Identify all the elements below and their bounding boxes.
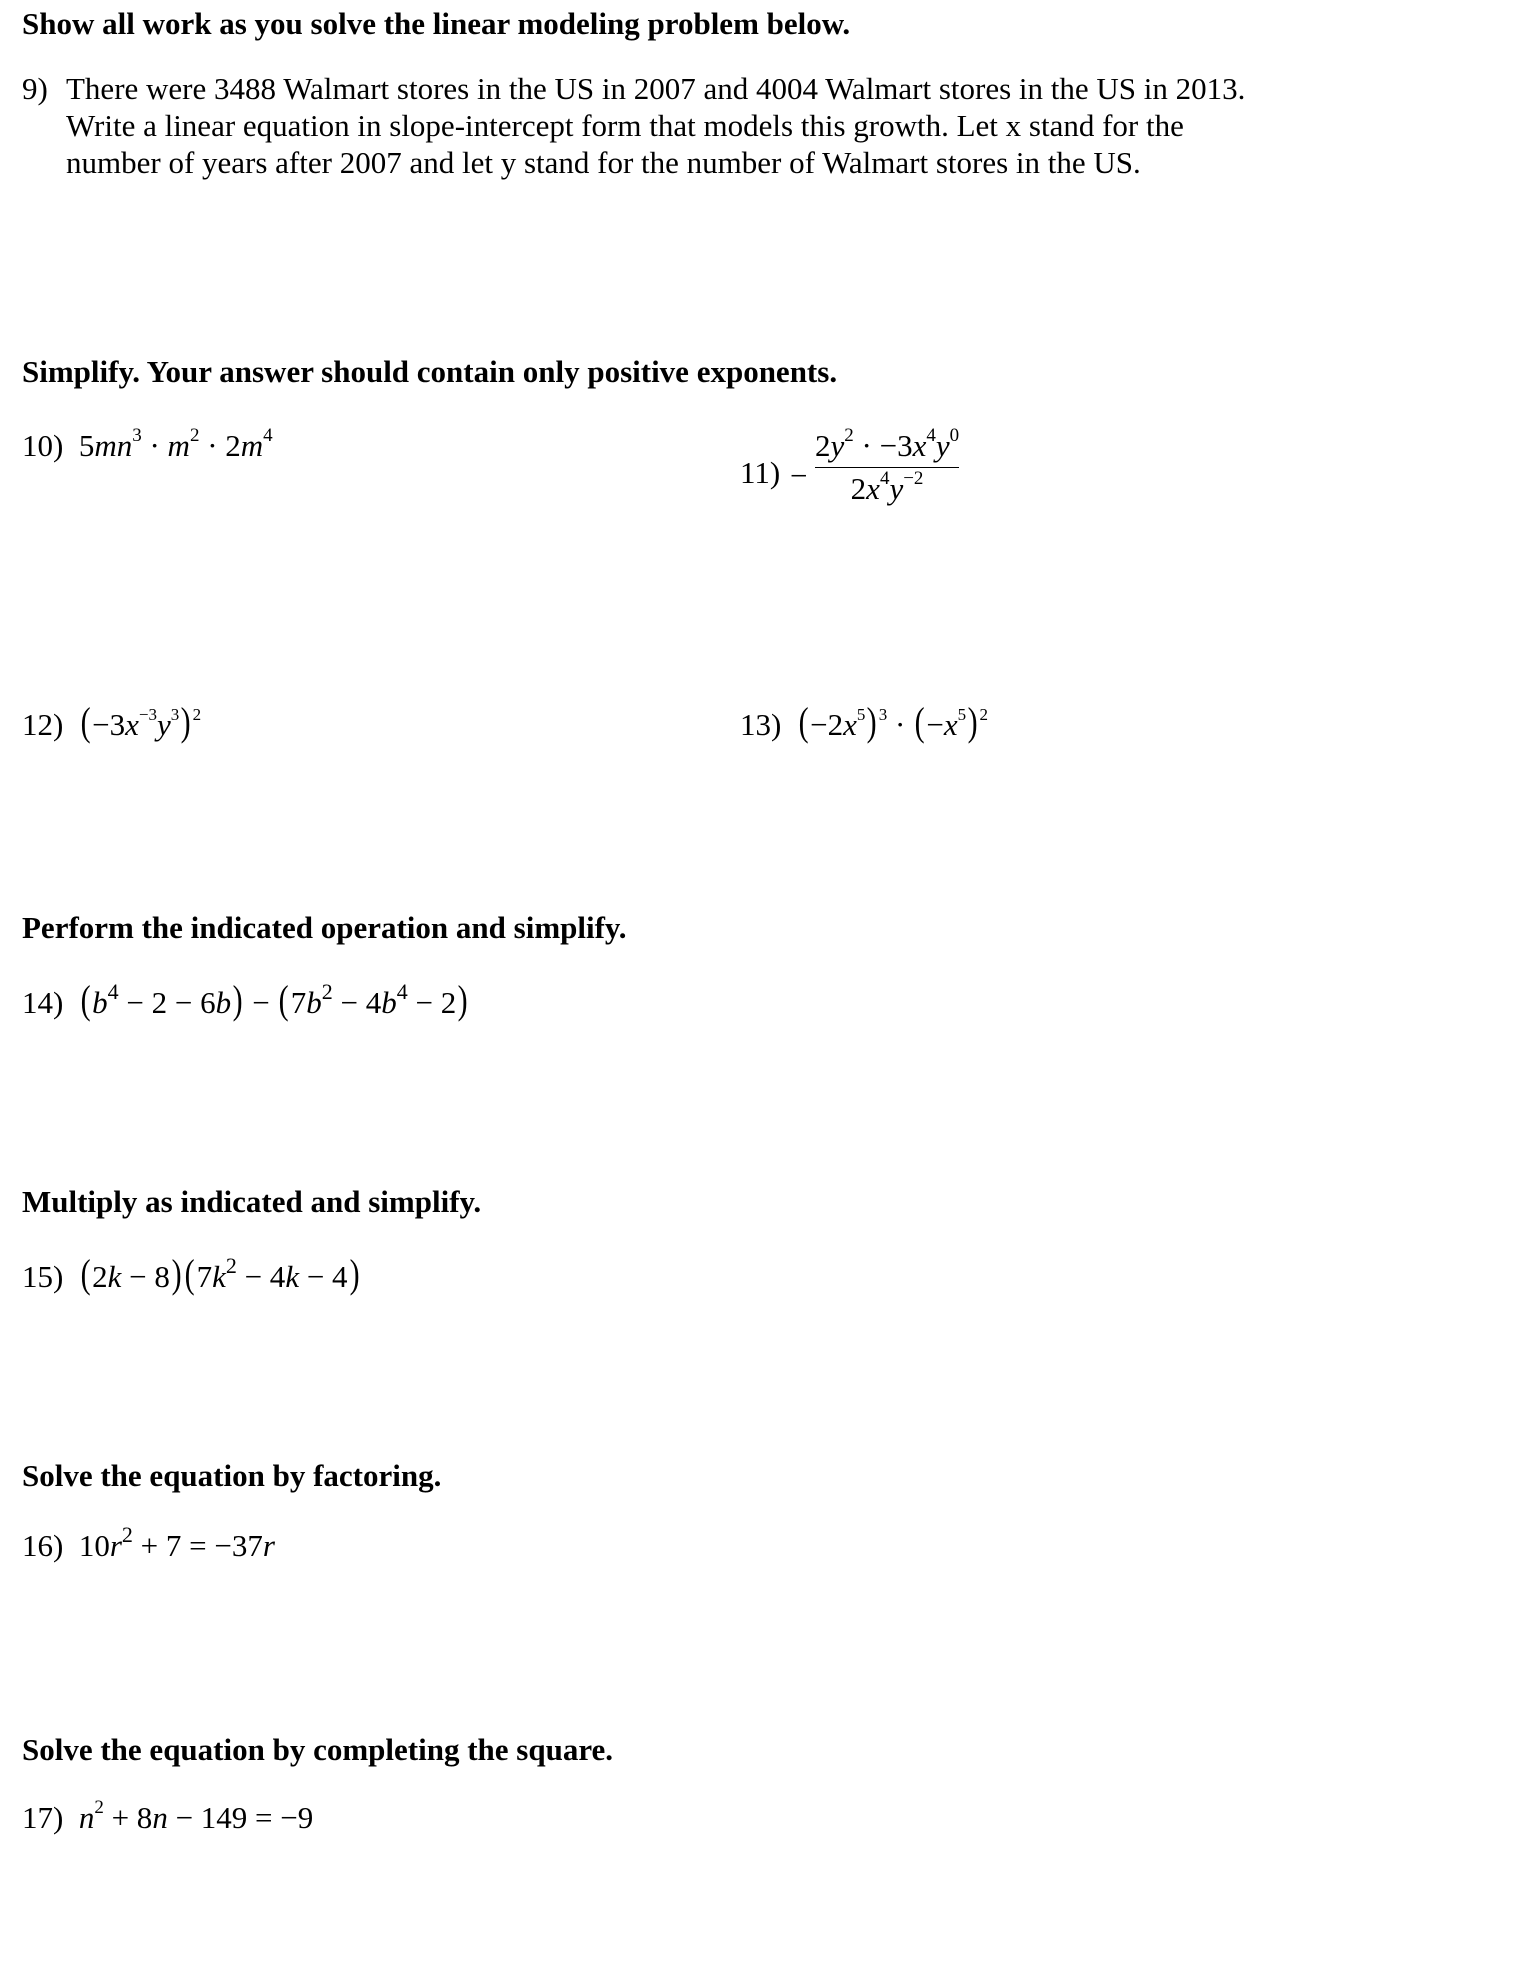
problem-11-fraction (815, 425, 960, 507)
problem-14-number: 14) (22, 985, 64, 1020)
problem-17 (22, 1797, 314, 1836)
section-factoring-heading: Solve the equation by factoring. (22, 1458, 442, 1493)
section-simplify-heading: Simplify. Your answer should contain only positive exponents. (22, 354, 838, 389)
problem-11-denominator: $2x^4y^{-2}$ (850, 468, 924, 506)
section-operation-heading: Perform the indicated operation and simplify. (22, 910, 627, 945)
page-instruction: Show all work as you solve the linear modeling problem below. (22, 6, 851, 41)
section-completing-square-heading: Solve the equation by completing the square. (22, 1732, 614, 1767)
problem-15-expression: $(2k - 8)(7k^2 - 4k - 4)$ (80, 1251, 360, 1296)
section-multiply-heading: Multiply as indicated and simplify. (22, 1184, 482, 1219)
problem-13 (740, 698, 988, 745)
problem-10-expression: $5mn^3 \cdot m^2 \cdot 2m^4$ (71, 425, 273, 463)
problem-17-equation: $n^2 + 8n - 149 = -9$ (78, 1797, 314, 1835)
problem-14-expression: $(b^4 - 2 - 6b) - (7b^2 - 4b^4 - 2)$ (80, 977, 468, 1022)
problem-16-number: 16) (22, 1528, 64, 1563)
problem-11-number: 11) (740, 455, 781, 490)
problem-15 (22, 1250, 361, 1297)
problem-12-number: 12) (22, 707, 64, 742)
problem-12 (22, 698, 201, 745)
problem-11-numerator: $2y^2 \cdot -3x^4y^0$ (815, 425, 960, 463)
problem-11-negative-sign: − (790, 458, 808, 493)
problem-13-number: 13) (740, 707, 782, 742)
problem-15-number: 15) (22, 1259, 64, 1294)
problem-13-expression: $(-2x^5)^3 \cdot (-x^5)^2$ (798, 699, 988, 744)
problem-12-expression: $(-3x^{-3}y^3)^2$ (80, 699, 202, 744)
problem-16 (22, 1522, 275, 1564)
problem-9-line-2: Write a linear equation in slope-intercept form that models this growth. Let x stand for the (66, 108, 1184, 143)
problem-9-number: 9) (22, 71, 48, 106)
problem-9-line-3: number of years after 2007 and let y stand for the number of Walmart stores in the US. (66, 145, 1141, 180)
problem-14 (22, 976, 470, 1023)
problem-10-number: 10) (22, 428, 64, 463)
problem-16-equation: $10r^2 + 7 = -37r$ (71, 1522, 275, 1563)
problem-17-number: 17) (22, 1800, 64, 1835)
problem-10 (22, 425, 273, 464)
problem-9-line-1: There were 3488 Walmart stores in the US in 2007 and 4004 Walmart stores in the US in 2013. (66, 71, 1246, 106)
